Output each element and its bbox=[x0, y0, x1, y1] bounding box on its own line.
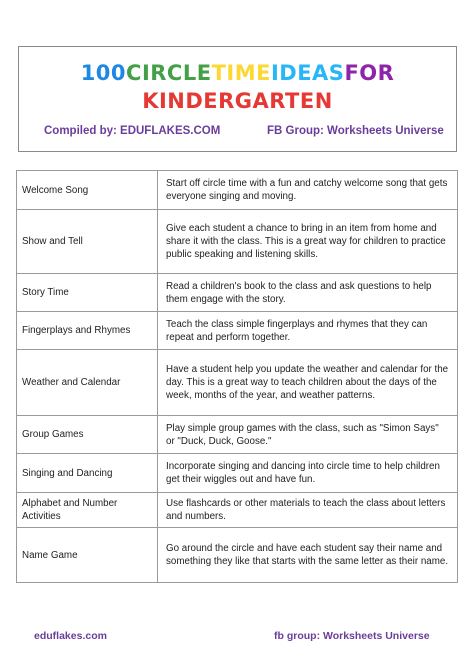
title-word-kindergarten: KINDERGARTEN bbox=[142, 89, 333, 113]
table-row bbox=[17, 454, 458, 493]
table-row bbox=[17, 416, 458, 454]
title-word-ideas: IDEAS bbox=[270, 61, 345, 85]
activity-cell: Story Time bbox=[17, 274, 158, 312]
title-line-1 bbox=[19, 61, 456, 85]
footer-fb-group: fb group: Worksheets Universe bbox=[274, 630, 430, 642]
activity-cell: Show and Tell bbox=[17, 210, 158, 274]
table-row bbox=[17, 274, 458, 312]
description-cell: Incorporate singing and dancing into circle time to help children get their wiggles out and have fun. bbox=[158, 454, 458, 493]
title-word-circle: CIRCLE bbox=[126, 61, 212, 85]
compiled-by-text: Compiled by: EDUFLAKES.COM bbox=[44, 125, 221, 137]
description-cell: Read a children's book to the class and ask questions to help them engage with the story. bbox=[158, 274, 458, 312]
ideas-table bbox=[16, 170, 458, 583]
description-cell: Use flashcards or other materials to teach the class about letters and numbers. bbox=[158, 493, 458, 528]
title-line-2 bbox=[19, 89, 456, 113]
table-row bbox=[17, 171, 458, 210]
activity-cell: Group Games bbox=[17, 416, 158, 454]
table-row bbox=[17, 350, 458, 416]
activity-cell: Fingerplays and Rhymes bbox=[17, 312, 158, 350]
activity-cell: Welcome Song bbox=[17, 171, 158, 210]
activity-cell: Weather and Calendar bbox=[17, 350, 158, 416]
fb-group-text: FB Group: Worksheets Universe bbox=[267, 125, 444, 137]
description-cell: Teach the class simple fingerplays and rhymes that they can repeat and perform together. bbox=[158, 312, 458, 350]
activity-cell: Alphabet and Number Activities bbox=[17, 493, 158, 528]
description-cell: Go around the circle and have each student say their name and something they like that starts with the same letter as their name. bbox=[158, 528, 458, 583]
title-word-time: TIME bbox=[211, 61, 271, 85]
description-cell: Play simple group games with the class, such as "Simon Says" or "Duck, Duck, Goose." bbox=[158, 416, 458, 454]
description-cell: Give each student a chance to bring in an item from home and share it with the class. This is a great way for children to practice public speaking and listening skills. bbox=[158, 210, 458, 274]
table-row bbox=[17, 528, 458, 583]
table-row bbox=[17, 210, 458, 274]
table-row bbox=[17, 312, 458, 350]
activity-cell: Singing and Dancing bbox=[17, 454, 158, 493]
title-word-100: 100 bbox=[80, 61, 127, 85]
footer-website: eduflakes.com bbox=[34, 630, 107, 642]
header-box bbox=[18, 46, 457, 152]
title-word-for: FOR bbox=[344, 61, 395, 85]
table-row bbox=[17, 493, 458, 528]
activity-cell: Name Game bbox=[17, 528, 158, 583]
description-cell: Have a student help you update the weather and calendar for the day. This is a great way to teach children about the days of the week, months of the year, and weather patterns. bbox=[158, 350, 458, 416]
description-cell: Start off circle time with a fun and catchy welcome song that gets everyone singing and moving. bbox=[158, 171, 458, 210]
